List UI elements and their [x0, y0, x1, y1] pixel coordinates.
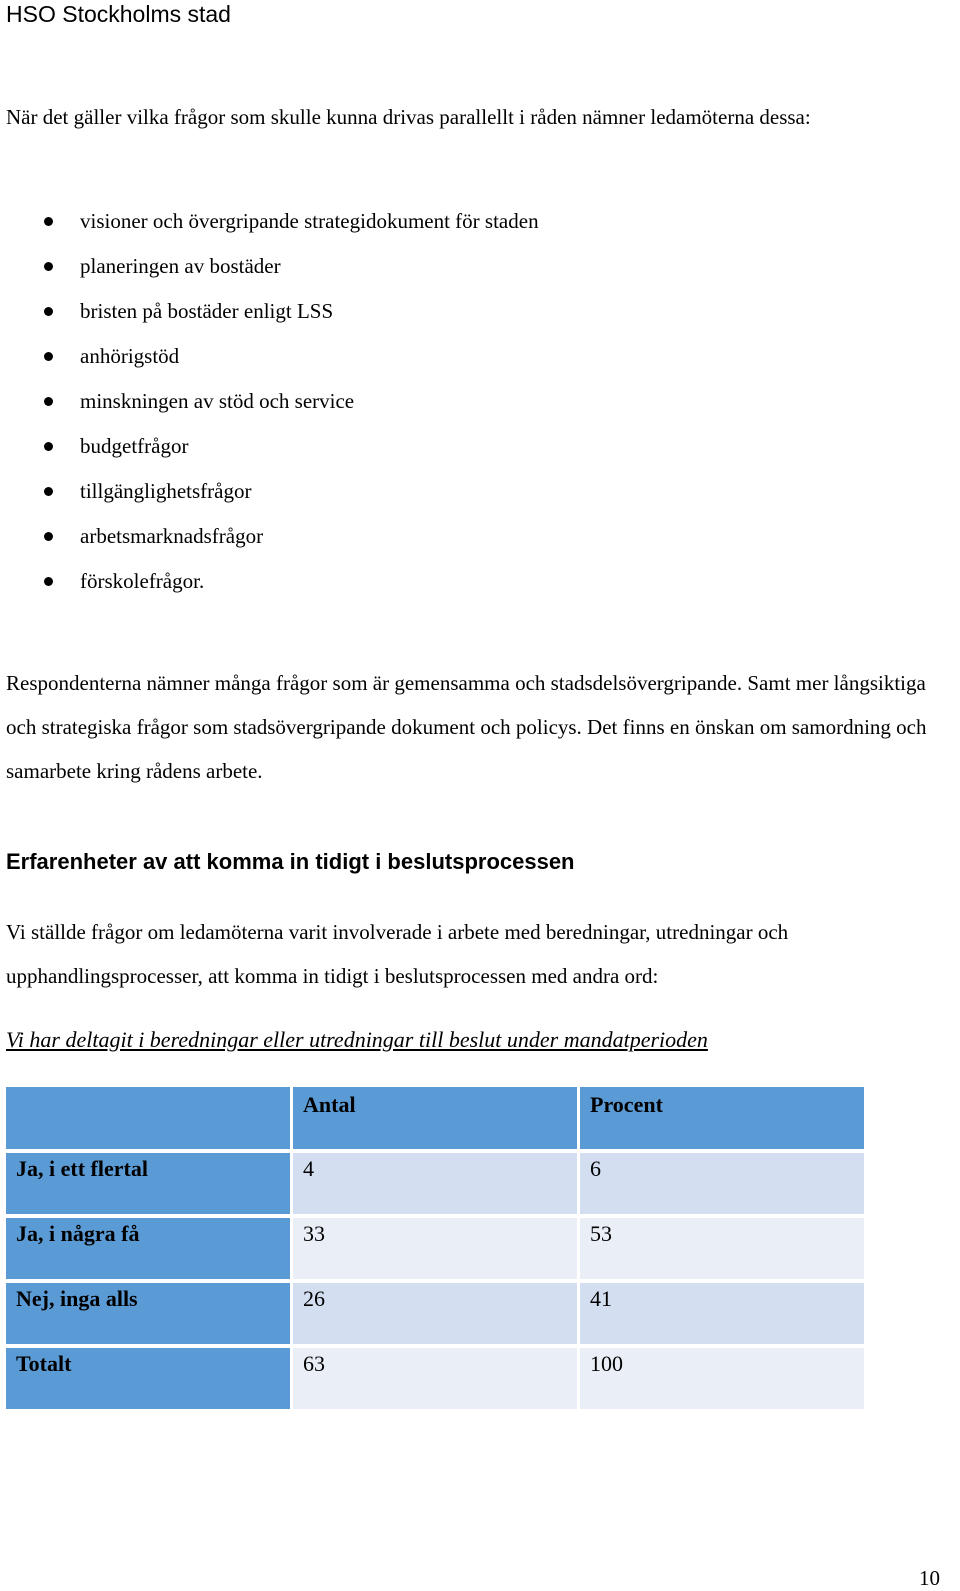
table-header-procent: Procent	[580, 1087, 864, 1153]
bullet-item-text: visioner och övergripande strategidokument för staden	[80, 209, 539, 233]
bullet-dot-icon	[44, 532, 53, 541]
table-header-empty	[6, 1087, 293, 1153]
bullet-item-text: anhörigstöd	[80, 344, 180, 368]
antal-cell: 33	[293, 1218, 580, 1283]
bullet-dot-icon	[44, 262, 53, 271]
bullet-item-text: minskningen av stöd och service	[80, 389, 355, 413]
procent-cell: 41	[580, 1283, 864, 1348]
bullet-item-text: arbetsmarknadsfrågor	[80, 524, 264, 548]
respondents-paragraph: Respondenterna nämner många frågor som är gemensamma och stadsdelsövergripande. Samt mer långsiktiga och strategiska frågor som stadsövergripande dokument och policys. Det finns en önskan om samordning och samarbete kring rådens arbete.	[6, 671, 927, 783]
bullet-dot-icon	[44, 352, 53, 361]
antal-cell: 4	[293, 1153, 580, 1218]
issues-bullet-list	[0, 201, 539, 606]
bullet-dot-icon	[44, 307, 53, 316]
antal-cell: 63	[293, 1348, 580, 1413]
bullet-item	[0, 516, 539, 561]
table-header-antal: Antal	[293, 1087, 580, 1153]
bullet-item	[0, 471, 539, 516]
antal-cell: 26	[293, 1283, 580, 1348]
bullet-item-text: planeringen av bostäder	[80, 254, 281, 278]
procent-cell: 53	[580, 1218, 864, 1283]
table-title: Vi har deltagit i beredningar eller utredningar till beslut under mandatperioden	[6, 1027, 708, 1052]
bullet-item	[0, 561, 539, 606]
table-header-row	[6, 1087, 864, 1153]
bullet-dot-icon	[44, 442, 53, 451]
row-label: Ja, i ett flertal	[6, 1153, 293, 1218]
bullet-item	[0, 381, 539, 426]
page-header-title: HSO Stockholms stad	[6, 1, 231, 27]
section-heading: Erfarenheter av att komma in tidigt i beslutsprocessen	[6, 849, 575, 874]
bullet-dot-icon	[44, 487, 53, 496]
bullet-item	[0, 336, 539, 381]
bullet-item-text: budgetfrågor	[80, 434, 189, 458]
table-row	[6, 1348, 864, 1413]
row-label: Nej, inga alls	[6, 1283, 293, 1348]
bullet-item	[0, 426, 539, 471]
bullet-dot-icon	[44, 397, 53, 406]
procent-cell: 6	[580, 1153, 864, 1218]
intro-paragraph: När det gäller vilka frågor som skulle kunna drivas parallellt i råden nämner ledamöterna dessa:	[6, 105, 811, 129]
bullet-item-text: tillgänglighetsfrågor	[80, 479, 252, 503]
bullet-dot-icon	[44, 217, 53, 226]
row-label: Ja, i några få	[6, 1218, 293, 1283]
bullet-item-text: förskolefrågor.	[80, 569, 205, 593]
table-row	[6, 1283, 864, 1348]
table-row	[6, 1153, 864, 1218]
bullet-dot-icon	[44, 577, 53, 586]
questions-paragraph: Vi ställde frågor om ledamöterna varit involverade i arbete med beredningar, utredningar och upphandlingsprocesser, att komma in tidigt i beslutsprocessen med andra ord:	[6, 920, 789, 988]
page-number: 10	[919, 1566, 940, 1590]
results-table	[6, 1087, 864, 1413]
bullet-item	[0, 246, 539, 291]
bullet-item-text: bristen på bostäder enligt LSS	[80, 299, 334, 323]
row-label: Totalt	[6, 1348, 293, 1413]
bullet-item	[0, 201, 539, 246]
procent-cell: 100	[580, 1348, 864, 1413]
table-row	[6, 1218, 864, 1283]
bullet-item	[0, 291, 539, 336]
